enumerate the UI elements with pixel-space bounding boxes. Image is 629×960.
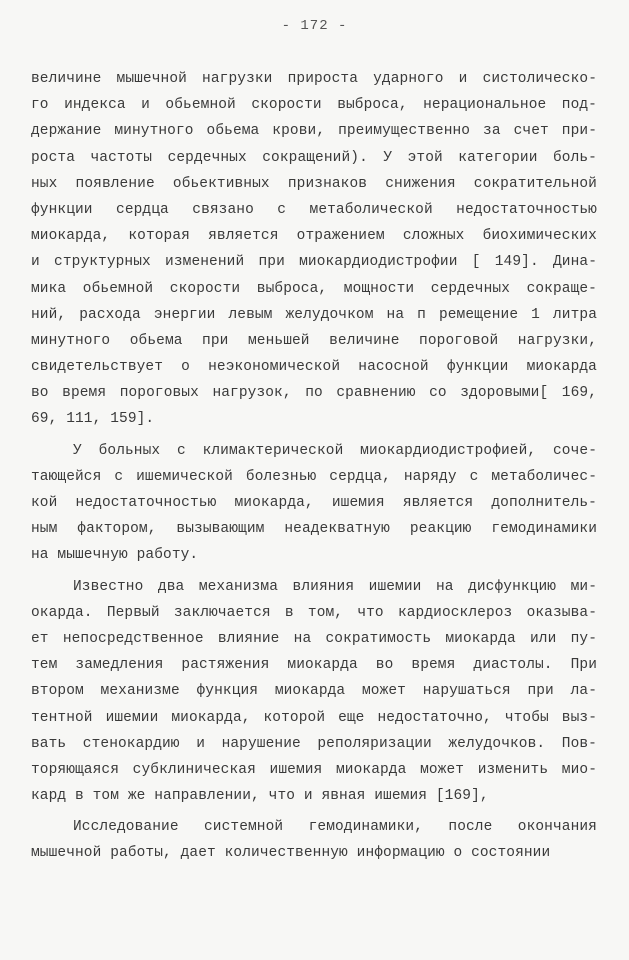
text-line: тем замедления растяжения миокарда во время диастолы. При — [31, 657, 597, 674]
text-line: 69, 111, 159]. — [31, 411, 155, 428]
text-line: вать стенокардию и нарушение реполяризации желудочков. Пов- — [31, 735, 597, 752]
page-number: - 172 - — [281, 18, 348, 34]
text-line: кард в том же направлении, что и явная ишемия [169], — [31, 788, 489, 805]
text-line: тентной ишемии миокарда, которой еще недостаточно, чтобы выз- — [31, 709, 597, 726]
text-line: мышечной работы, дает количественную информацию о состоянии — [31, 845, 551, 862]
text-line: функции сердца связано с метаболической недостаточностью — [31, 201, 597, 218]
paragraph — [31, 814, 597, 866]
text-line: величине мышечной нагрузки прироста ударного и систолическо- — [31, 71, 597, 87]
text-line: тающейся с ишемической болезнью сердца, наряду с метаболичес- — [31, 468, 597, 485]
text-line: во время пороговых нагрузок, по сравнению со здоровыми[ 169, — [31, 385, 597, 402]
document-body — [31, 66, 597, 867]
text-line: ных появление обьективных признаков снижения сократительной — [31, 175, 597, 192]
text-line: на мышечную работу. — [31, 547, 199, 564]
text-line: роста частоты сердечных сокращений). У этой категории боль- — [31, 149, 597, 166]
text-line: окарда. Первый заключается в том, что кардиосклероз оказыва- — [31, 604, 597, 621]
text-line: Известно два механизма влияния ишемии на дисфункцию ми- — [73, 578, 597, 595]
text-line: ет непосредственное влияние на сократимость миокарда или пу- — [31, 630, 597, 647]
paragraph — [31, 574, 597, 810]
paragraph — [31, 66, 597, 433]
text-line: держание минутного обьема крови, преимущественно за счет при- — [31, 123, 597, 140]
text-line: мика обьемной скорости выброса, мощности сердечных сокраще- — [31, 280, 597, 297]
text-line: Исследование системной гемодинамики, после окончания — [73, 819, 597, 836]
text-line: кой недостаточностью миокарда, ишемия является дополнитель- — [31, 495, 597, 511]
text-line: и структурных изменений при миокардиодистрофии [ 149]. Дина- — [31, 254, 597, 271]
text-line: го индекса и обьемной скорости выброса, нерациональное под- — [31, 97, 597, 114]
text-line: торяющаяся субклиническая ишемия миокарда может изменить мио- — [31, 761, 597, 778]
text-line: втором механизме функция миокарда может нарушаться при ла- — [31, 683, 597, 700]
text-line: свидетельствует о неэкономической насосной функции миокарда — [31, 359, 597, 376]
text-line: ний, расхода энергии левым желудочком на п ремещение 1 литра — [31, 306, 597, 323]
text-line: миокарда, которая является отражением сложных биохимических — [31, 228, 597, 245]
paragraph — [31, 438, 597, 569]
text-line: У больных с климактерической миокардиодистрофией, соче- — [73, 442, 597, 459]
text-line: ным фактором, вызывающим неадекватную реакцию гемодинамики — [31, 521, 597, 538]
text-line: минутного обьема при меньшей величине пороговой нагрузки, — [31, 332, 597, 349]
